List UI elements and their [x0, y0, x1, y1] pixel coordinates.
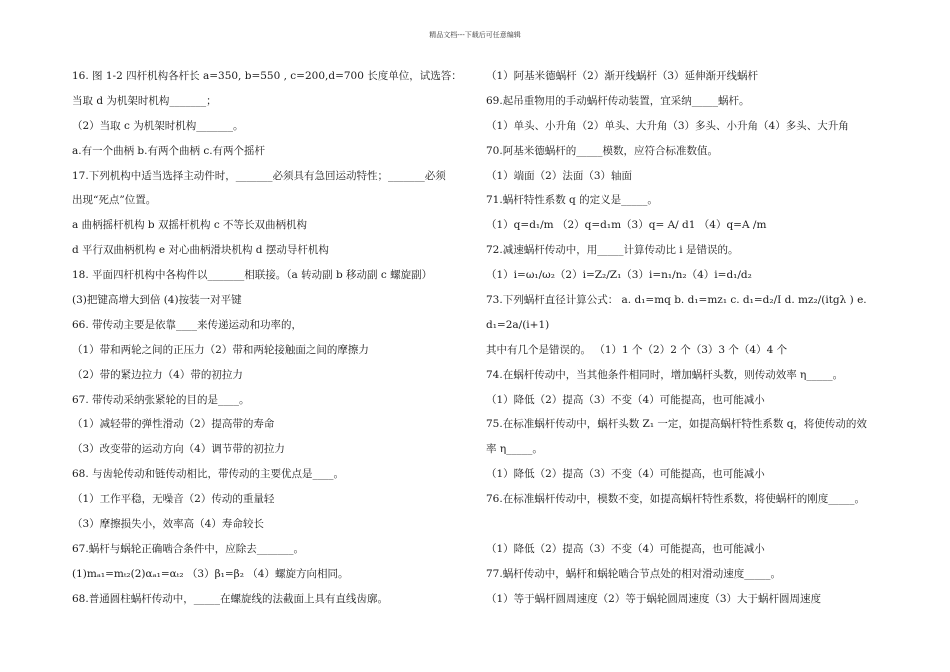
text-line: 68.普通圆柱蜗杆传动中，_____在螺旋线的法截面上具有直线齿廓。 [72, 592, 388, 605]
text-line: 出现“死点”位置。 [72, 194, 157, 207]
text-line: 68. 与齿轮传动和链传动相比，带传动的主要优点是____。 [72, 468, 345, 481]
text-line: （1）单头、小升角（2）单头、大升角（3）多头、小升角（4）多头、大升角 [486, 119, 849, 132]
text-line: 76.在标准蜗杆传动中，模数不变，如提高蜗杆特性系数，将使蜗杆的刚度_____。 [486, 493, 865, 506]
left-column [72, 64, 472, 612]
text-line: 16. 图 1-2 四杆机构各杆长 a=350, b=550 , c=200,d=700 长度单位，试选答： [72, 70, 462, 82]
text-line: 77.蜗杆传动中，蜗杆和蜗轮啮合节点处的相对滑动速度_____。 [486, 567, 781, 580]
text-line: (3)把键高增大到倍 (4)按装一对平键 [72, 294, 242, 307]
text-line: （3）改变带的运动方向（4）调节带的初拉力 [72, 443, 285, 456]
blank-line [486, 512, 896, 537]
text-line: 71.蜗杆特性系数 q 的定义是_____。 [486, 194, 658, 207]
text-line: 其中有几个是错误的。 （1）1 个（2）2 个（3）3 个（4）4 个 [486, 343, 788, 356]
text-line: 18. 平面四杆机构中各构件以_______相联接。（a 转动副 b 移动副 c 螺旋副） [72, 269, 433, 282]
text-line: （1）减轻带的弹性滑动（2）提高带的寿命 [72, 418, 275, 431]
text-line: a 曲柄摇杆机构 b 双摇杆机构 c 不等长双曲柄机构 [72, 219, 308, 232]
text-line: 69.起吊重物用的手动蜗杆传动装置，宜采纳_____蜗杆。 [486, 94, 750, 107]
text-line: 67.蜗杆与蜗轮正确啮合条件中，应除去_______。 [72, 542, 304, 555]
text-line: 率 η_____。 [486, 443, 543, 456]
text-line: （1）降低（2）提高（3）不变（4）可能提高，也可能减小 [486, 468, 765, 481]
text-line: 17.下列机构中适当选择主动件时，_______必须具有急回运动特性；_______必须 [72, 169, 446, 182]
page-header: 精品文档---下载后可任意编辑 [429, 31, 521, 39]
text-line: 72.减速蜗杆传动中，用_____计算传动比 i 是错误的。 [486, 244, 739, 257]
text-line: （1）端面（2）法面（3）轴面 [486, 169, 633, 182]
text-line: （1）等于蜗杆圆周速度（2）等于蜗轮圆周速度（3）大于蜗杆圆周速度 [486, 592, 822, 605]
text-line: （3）摩擦损失小，效率高（4）寿命较长 [72, 518, 264, 531]
text-line: a.有一个曲柄 b.有两个曲柄 c.有两个摇杆 [72, 144, 266, 157]
text-line: （1）阿基米德蜗杆（2）渐开线蜗杆（3）延伸渐开线蜗杆 [486, 70, 759, 82]
text-line: d₁=2a/(i+1) [486, 318, 550, 331]
text-line: （1）i=ω₁/ω₂（2）i=Z₂/Z₁（3）i=n₁/n₂（4）i=d₁/d₂ [486, 269, 752, 282]
text-line: （1）工作平稳，无噪音（2）传动的重量轻 [72, 493, 275, 506]
right-column [486, 64, 896, 612]
text-line: （1）q=d₁/m （2）q=d₁m（3）q= A/ d1 （4）q=A /m [486, 219, 767, 232]
text-line: （2）当取 c 为机架时机构_______。 [72, 119, 244, 132]
text-line: 73.下列蜗杆直径计算公式： a. d₁=mq b. d₁=mz₁ c. d₁=d₂/I d. mz₂/(itgλ ) e. [486, 294, 867, 307]
text-line: 67. 带传动采纳张紧轮的目的是____。 [72, 393, 250, 406]
text-line: 74.在蜗杆传动中，当其他条件相同时，增加蜗杆头数，则传动效率 η_____。 [486, 368, 844, 381]
text-line: 70.阿基米德蜗杆的_____模数，应符合标准数值。 [486, 144, 718, 157]
text-line: （1）降低（2）提高（3）不变（4）可能提高，也可能减小 [486, 542, 765, 555]
text-line: d 平行双曲柄机构 e 对心曲柄滑块机构 d 摆动导杆机构 [72, 244, 329, 257]
text-line: （1）降低（2）提高（3）不变（4）可能提高，也可能减小 [486, 393, 765, 406]
text-line: 当取 d 为机架时机构_______； [72, 94, 217, 107]
text-line: （1）带和两轮之间的正压力（2）带和两轮接触面之间的摩擦力 [72, 343, 369, 356]
text-line: (1)mₐ₁=mₜ₂(2)αₐ₁=αₜ₂ （3）β₁=β₂ （4）螺旋方向相同。 [72, 567, 349, 580]
text-line: （2）带的紧边拉力（4）带的初拉力 [72, 368, 243, 381]
text-line: 75.在标准蜗杆传动中，蜗杆头数 Z₁ 一定，如提高蜗杆特性系数 q，将使传动的效 [486, 418, 867, 431]
text-line: 66. 带传动主要是依靠____来传递运动和功率的， [72, 318, 303, 331]
